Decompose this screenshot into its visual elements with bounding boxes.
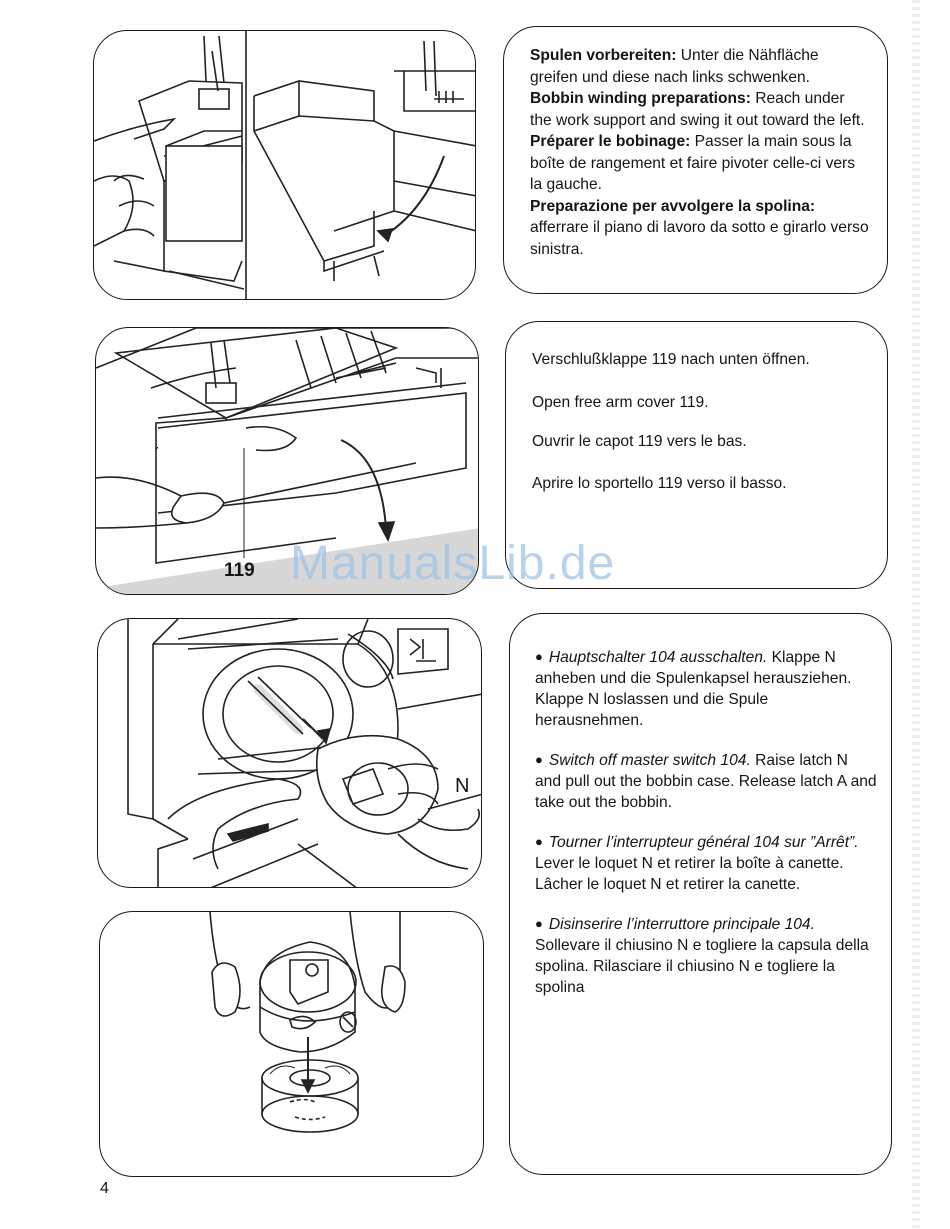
- fr-warning: Tourner l’interrupteur général 104 sur ”Arrêt”.: [548, 834, 859, 851]
- illustration-panel-1: [93, 30, 476, 300]
- part-number-label: 119: [224, 560, 255, 581]
- bobbin-removal-illustration: [100, 912, 484, 1177]
- machine-work-support-illustration: [94, 31, 476, 300]
- it-text: Sollevare il chiusino N e togliere la capsula della spolina. Rilasciare il chiusino N e togliere la spolina: [535, 937, 869, 996]
- page-number: 4: [100, 1180, 109, 1197]
- en-warning: Switch off master switch 104.: [548, 752, 751, 769]
- text-panel-1: [503, 26, 888, 294]
- it-warning: Disinserire l’interruttore principale 104.: [548, 916, 815, 933]
- en-title: Bobbin winding preparations:: [530, 90, 751, 107]
- de-title: Spulen vorbereiten:: [530, 47, 677, 64]
- fr-title: Préparer le bobinage:: [530, 133, 691, 150]
- illustration-panel-4: [99, 911, 484, 1177]
- en-instruction: Open free arm cover 119.: [532, 394, 709, 411]
- watermark: ManualsLib.de: [290, 537, 616, 590]
- it-text: afferrare il piano di lavoro da sotto e girarlo verso sinistra.: [530, 219, 869, 258]
- fr-text: Passer la main sous la boîte de rangement et faire pivoter celle-ci vers la gauche.: [530, 133, 856, 193]
- bullet-icon: [535, 752, 549, 769]
- page-edge-scan-artifact: [912, 0, 920, 1229]
- bullet-icon: [535, 916, 549, 933]
- en-text: Reach under the work support and swing it out toward the left.: [530, 90, 865, 129]
- bullet-icon: [535, 834, 549, 851]
- fr-text: Lever le loquet N et retirer la boîte à canette. Lâcher le loquet N et retirer la canette.: [535, 855, 844, 893]
- de-instruction: Verschlußklappe 119 nach unten öffnen.: [532, 351, 810, 368]
- de-text: Unter die Nähfläche greifen und diese nach links schwenken.: [530, 47, 819, 86]
- text-panel-3: [509, 613, 892, 1175]
- latch-label: N: [455, 775, 470, 797]
- illustration-panel-3: [97, 618, 482, 888]
- fr-instruction: Ouvrir le capot 119 vers le bas.: [532, 433, 747, 450]
- bobbin-case-removal-illustration: [98, 619, 482, 888]
- de-warning: Hauptschalter 104 ausschalten.: [548, 649, 768, 666]
- it-title: Preparazione per avvolgere la spolina:: [530, 197, 816, 215]
- en-text: Raise latch N and pull out the bobbin case. Release latch A and take out the bobbin.: [535, 752, 877, 811]
- de-text: Klappe N anheben und die Spulenkapsel herausziehen. Klappe N loslassen und die Spule herausnehmen.: [535, 649, 852, 729]
- bullet-icon: [535, 649, 549, 666]
- it-instruction: Aprire lo sportello 119 verso il basso.: [532, 475, 787, 492]
